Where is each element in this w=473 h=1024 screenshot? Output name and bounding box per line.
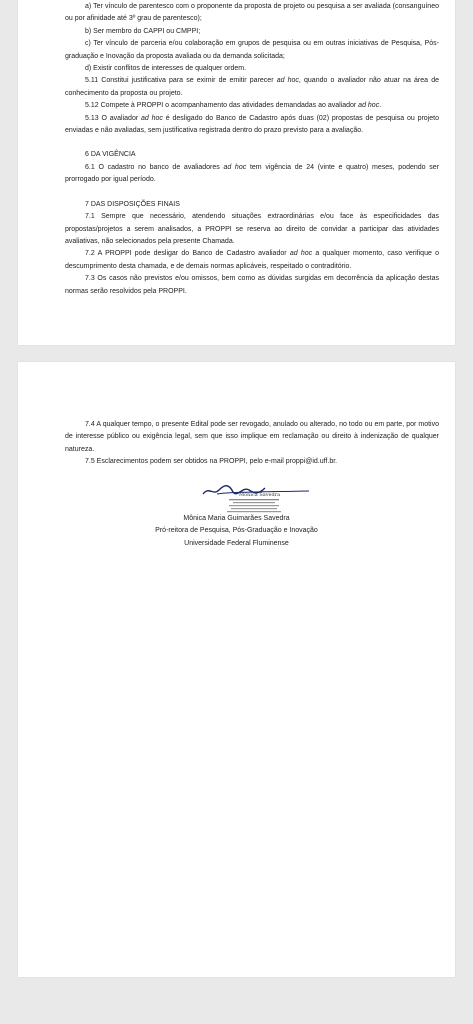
- paragraph-6-1: [65, 162, 439, 187]
- p513-text-b: é desligado do Banco de Cadastro após duas (02) propostas de pesquisa ou projeto enviadas e não avaliadas, sem justificativa registrada dentro do prazo previsto para a avaliação.: [65, 114, 439, 135]
- document-page-1: [18, 0, 455, 345]
- p512-text-b: .: [379, 102, 382, 110]
- item-c: c) Ter vínculo de parceria e/ou colaboração em grupos de pesquisa ou em outras iniciativas de Pesquisa, Pós-graduação e Inovação da proposta avaliada ou da demanda solicitada;: [65, 40, 439, 60]
- paragraph-7-2: [65, 248, 439, 273]
- paragraph-5-12: [65, 100, 439, 112]
- paragraph-7-1: 7.1 Sempre que necessário, atendendo situações extraordinárias e/ou face às especificidades das propostas/projetos a serem analisados, a PROPPI se reserva ao direito de convidar a participar das atividades avaliativas, não selecionados pela presente Chamada.: [65, 213, 439, 245]
- p72-text-b: a qualquer momento, caso verifique o descumprimento desta chamada, e de demais normas aplicáveis, respeitado o contraditório.: [65, 250, 439, 270]
- p72-em: ad hoc: [289, 250, 313, 258]
- page-2-content: [65, 419, 439, 469]
- paragraph-7-3: 7.3 Os casos não previstos e/ou omissos, bem como as dúvidas surgidas em decorrência da aplicação destas normas serão resolvidos pela PROPPI.: [65, 275, 439, 295]
- p61-text-b: tem vigência de 24 (vinte e quatro) meses, podendo ser prorrogado por igual período.: [65, 163, 439, 184]
- signature-block: [18, 513, 455, 550]
- p512-text-a: 5.12 Compete à PROPPI o acompanhamento das atividades demandadas ao avaliador: [85, 102, 359, 110]
- signer-role: Pró-reitora de Pesquisa, Pós-Graduação e Inovação: [155, 527, 318, 535]
- p511-text-b: , quando o avaliador não atuar na área de conhecimento da proposta ou projeto.: [65, 77, 439, 97]
- item-d: d) Existir conflitos de interesses de qualquer ordem.: [85, 65, 247, 73]
- paragraph-5-13: [65, 113, 439, 138]
- p511-em: ad hoc: [276, 77, 299, 85]
- stamp-name: Mônica Savedra: [239, 492, 281, 498]
- signer-organization: Universidade Federal Fluminense: [184, 539, 289, 547]
- paragraph-7-5: 7.5 Esclarecimentos podem ser obtidos na PROPPI, pelo e-mail proppi@id.uff.br.: [85, 458, 338, 466]
- p512-em: ad hoc: [358, 102, 380, 110]
- item-a: a) Ter vínculo de parentesco com o proponente da proposta de projeto ou pesquisa a ser avaliada (consanguíneo ou por afinidade até 3º grau de parentesco);: [65, 3, 439, 23]
- p61-text-a: 6.1 O cadastro no banco de avaliadores: [85, 163, 224, 171]
- page-1-content: [65, 1, 439, 298]
- paragraph-7-4: 7.4 A qualquer tempo, o presente Edital pode ser revogado, anulado ou alterado, no todo ou em parte, por motivo de interesse público ou exigência legal, sem que isso implique em reclamação ou direito à indenização de qualquer natureza.: [65, 421, 439, 453]
- item-b: b) Ser membro do CAPPI ou CMPPI;: [85, 27, 201, 35]
- p513-text-a: 5.13 O avaliador: [85, 114, 142, 122]
- section-7-title: 7 DAS DISPOSIÇÕES FINAIS: [85, 200, 180, 208]
- document-page-2: [18, 362, 455, 977]
- paragraph-5-11: [65, 75, 439, 100]
- p511-text-a: 5.11 Constitui justificativa para se eximir de emitir parecer: [85, 77, 277, 85]
- p513-em: ad hoc: [141, 114, 163, 122]
- signer-name: Mônica Maria Guimarães Savedra: [183, 515, 290, 522]
- section-6-title: 6 DA VIGÊNCIA: [85, 151, 136, 159]
- p61-em: ad hoc: [223, 163, 247, 171]
- p72-text-a: 7.2 A PROPPI pode desligar do Banco de Cadastro avaliador: [85, 250, 290, 258]
